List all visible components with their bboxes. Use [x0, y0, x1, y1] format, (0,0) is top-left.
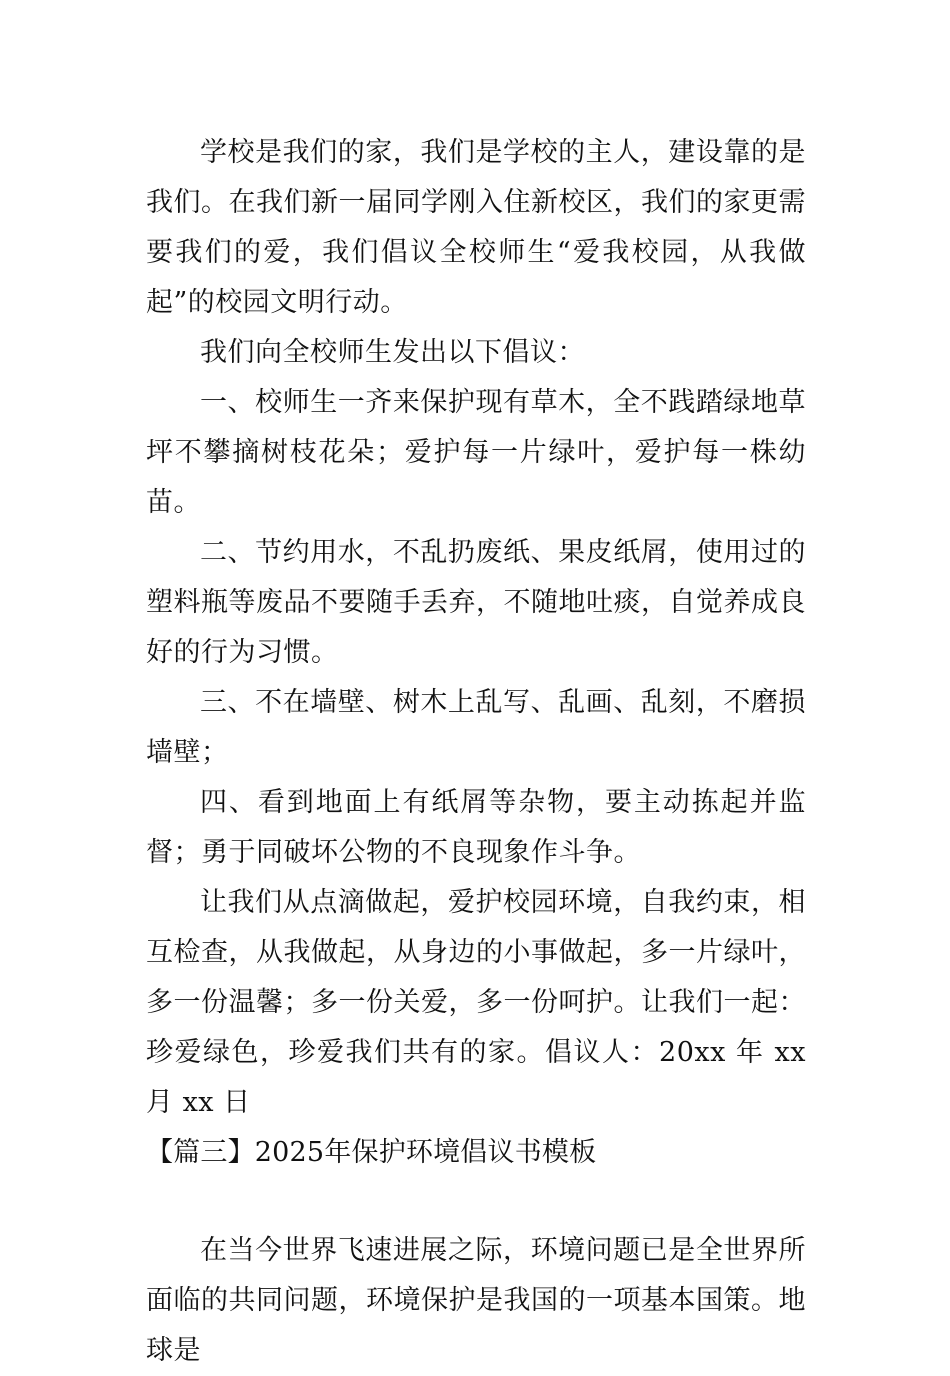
paragraph-closing: 让我们从点滴做起，爱护校园环境，自我约束，相互检查，从我做起，从身边的小事做起，多一片绿叶，多一份温馨；多一份关爱，多一份呵护。让我们一起：珍爱绿色，珍爱我们共有的家。倡议人：20xx 年 xx 月 xx 日	[146, 887, 806, 1118]
blank-line	[146, 1178, 806, 1226]
paragraph-section3-intro: 在当今世界飞速进展之际，环境问题已是全世界所面临的共同问题，环境保护是我国的一项基本国策。地球是	[146, 1235, 806, 1366]
paragraph-proposal-4: 四、看到地面上有纸屑等杂物，要主动拣起并监督；勇于同破坏公物的不良现象作斗争。	[146, 787, 806, 868]
paragraph-proposal-1: 一、校师生一齐来保护现有草木，全不践踏绿地草坪不攀摘树枝花朵；爱护每一片绿叶，爱护每一株幼苗。	[146, 387, 806, 518]
paragraph-proposal-3: 三、不在墙壁、树木上乱写、乱画、乱刻，不磨损墙壁；	[146, 687, 806, 768]
paragraph-proposal-lead: 我们向全校师生发出以下倡议：	[200, 337, 585, 368]
paragraph-proposal-2: 二、节约用水，不乱扔废纸、果皮纸屑，使用过的塑料瓶等废品不要随手丢弃，不随地吐痰，自觉养成良好的行为习惯。	[146, 537, 806, 668]
section-heading: 【篇三】2025年保护环境倡议书模板	[146, 1137, 597, 1168]
paragraph-intro: 学校是我们的家，我们是学校的主人，建设靠的是我们。在我们新一届同学刚入住新校区，我们的家更需要我们的爱，我们倡议全校师生“爱我校园，从我做起”的校园文明行动。	[146, 137, 806, 318]
document-body	[146, 128, 806, 1376]
